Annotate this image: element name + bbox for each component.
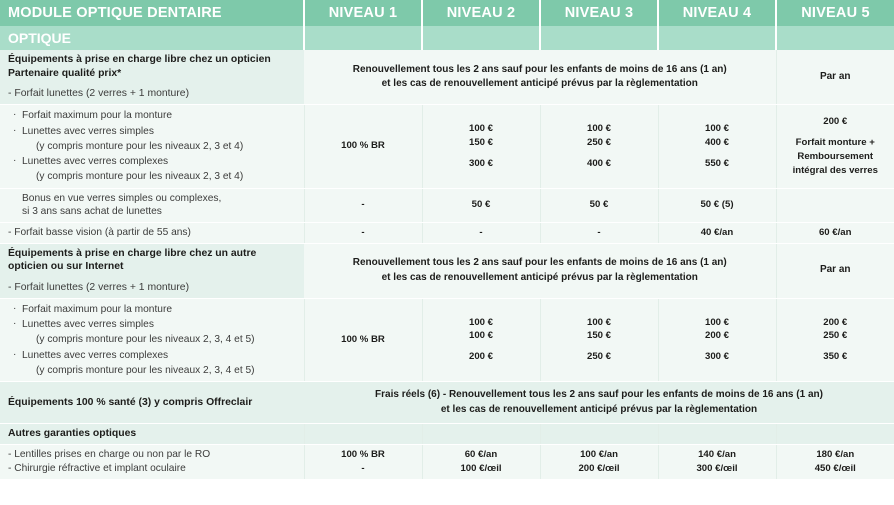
s2-n3-complexes: 250 € (586, 351, 611, 363)
s1-n4-simples: 400 € (704, 136, 729, 148)
section1-bonus-niveau5 (776, 188, 894, 222)
s1-n4-monture: 100 € (704, 123, 729, 135)
section1-basse-vision-row (0, 222, 894, 243)
section1-niveau4-values (658, 105, 776, 188)
section2-title-line2: opticien ou sur Internet (8, 261, 124, 273)
section3-title: Autres garanties optiques (0, 424, 304, 445)
section3-lentilles-label (0, 444, 304, 478)
section1-item-list (8, 108, 298, 184)
section1-niveau5-values (776, 105, 894, 188)
s1-n5-note-line3: intégral des verres (792, 164, 878, 176)
column-header-niveau-2: NIVEAU 2 (422, 0, 540, 26)
section1-item-complexes-note: (y compris monture pour les niveaux 2, 3 et 4) (36, 171, 244, 183)
section2-per-year: Par an (776, 243, 894, 298)
table-header-row (0, 0, 894, 26)
section3-title-cell-3 (540, 424, 658, 445)
section2-item-complexes-note: (y compris monture pour les niveaux 2, 3, 4 et 5) (36, 364, 255, 376)
s2-n3-monture: 100 € (586, 316, 611, 328)
section1-item-complexes: · Lunettes avec verres complexes (y compris monture pour les niveaux 2, 3 et 4) (8, 154, 298, 185)
section3-niveau2-values (422, 444, 540, 478)
section1-basse-vision-label: - Forfait basse vision (à partir de 55 ans) (0, 222, 304, 243)
s1-n3-simples: 250 € (586, 136, 611, 148)
category-band-optique (0, 26, 894, 50)
section1-bonus-niveau2: 50 € (422, 188, 540, 222)
column-header-niveau-3: NIVEAU 3 (540, 0, 658, 26)
category-band-cell-3 (540, 26, 658, 50)
s2-n4-simples: 200 € (704, 330, 729, 342)
section1-title-line2: Partenaire qualité prix* (8, 67, 122, 79)
section1-item-monture: · Forfait maximum pour la monture (13, 109, 173, 122)
s3-n4-lentilles: 140 €/an (698, 448, 736, 460)
s3-n3-chirurgie: 200 €/œil (578, 462, 620, 474)
section1-renewal-banner (304, 50, 776, 105)
section2-items-row (0, 298, 894, 381)
column-header-niveau-1: NIVEAU 1 (304, 0, 422, 26)
category-band-label: OPTIQUE (0, 26, 304, 50)
section3-niveau3-values (540, 444, 658, 478)
category-band-cell-1 (304, 26, 422, 50)
s2-n5-complexes: 350 € (823, 351, 848, 363)
section1-item-simples: · Lunettes avec verres simples (y compris monture pour les niveaux 2, 3 et 4) (8, 124, 298, 155)
section1-basse-vision-niveau3: - (540, 222, 658, 243)
category-band-cell-5 (776, 26, 894, 50)
s2-n4-complexes: 300 € (704, 351, 729, 363)
sante100-row (0, 382, 894, 424)
section3-title-cell-2 (422, 424, 540, 445)
s1-n3-monture: 100 € (586, 123, 611, 135)
section1-title-row (0, 50, 894, 105)
section1-forfait-lunettes-label: - Forfait lunettes (2 verres + 1 monture) (8, 88, 190, 100)
section1-basse-vision-niveau5: 60 €/an (776, 222, 894, 243)
s2-n4-monture: 100 € (704, 316, 729, 328)
section1-bonus-label (0, 188, 304, 222)
s3-n1-chirurgie: - (361, 462, 365, 474)
section1-bonus-line1: Bonus en vue verres simples ou complexes, (22, 192, 222, 204)
s1-n3-complexes: 400 € (586, 157, 611, 169)
section1-items-row (0, 105, 894, 188)
s1-n5-monture: 200 € (823, 116, 848, 128)
section1-bonus-line2: si 3 ans sans achat de lunettes (22, 206, 162, 218)
sante100-value-line2: et les cas de renouvellement anticipé prévus par la règlementation (440, 403, 758, 415)
s1-n4-complexes: 550 € (704, 157, 729, 169)
section2-renewal-line2: et les cas de renouvellement anticipé prévus par la règlementation (381, 271, 698, 283)
s3-n3-lentilles: 100 €/an (580, 448, 618, 460)
section3-niveau1-values (304, 444, 422, 478)
s2-n2-simples: 100 € (468, 330, 493, 342)
module-title: MODULE OPTIQUE DENTAIRE (0, 0, 304, 26)
s1-n5-note-line1: Forfait monture + (795, 137, 875, 149)
s3-n5-lentilles: 180 €/an (816, 448, 855, 460)
table-row (0, 444, 894, 478)
section1-bonus-niveau4: 50 € (5) (658, 188, 776, 222)
section3-niveau5-values (776, 444, 894, 478)
section3-title-row (0, 424, 894, 445)
category-band-cell-4 (658, 26, 776, 50)
s2-n5-simples: 250 € (823, 330, 848, 342)
s1-n2-simples: 150 € (468, 136, 493, 148)
s1-n2-monture: 100 € (468, 123, 493, 135)
section1-title-line1: Équipements à prise en charge libre chez un opticien (8, 54, 271, 65)
section2-item-list (8, 302, 298, 378)
s2-n3-simples: 150 € (586, 330, 611, 342)
sante100-label: Équipements 100 % santé (3) y compris Offreclair (0, 382, 304, 424)
section2-item-simples: · Lunettes avec verres simples (y compris monture pour les niveaux 2, 3, 4 et 5) (8, 317, 298, 348)
section1-basse-vision-niveau2: - (422, 222, 540, 243)
section1-items-label (0, 105, 304, 188)
column-header-niveau-5: NIVEAU 5 (776, 0, 894, 26)
sante100-value-line1: Frais réels (6) - Renouvellement tous les 2 ans sauf pour les enfants de moins de 16 ans (1 an) (375, 389, 823, 401)
section2-forfait-lunettes-label: - Forfait lunettes (2 verres + 1 monture) (8, 281, 190, 293)
section2-renewal-line1: Renouvellement tous les 2 ans sauf pour les enfants de moins de 16 ans (1 an) (352, 257, 727, 269)
column-header-niveau-4: NIVEAU 4 (658, 0, 776, 26)
section1-per-year: Par an (776, 50, 894, 105)
section3-title-cell-4 (658, 424, 776, 445)
section1-niveau2-values (422, 105, 540, 188)
category-band-cell-2 (422, 26, 540, 50)
s2-n2-monture: 100 € (468, 316, 493, 328)
section2-title (0, 243, 304, 298)
section2-niveau1-value: 100 % BR (304, 298, 422, 381)
s3-n1-lentilles: 100 % BR (341, 448, 385, 460)
s3-n2-chirurgie: 100 €/œil (460, 462, 502, 474)
section1-basse-vision-niveau1: - (304, 222, 422, 243)
section2-renewal-banner (304, 243, 776, 298)
section1-bonus-niveau1: - (304, 188, 422, 222)
s3-n4-chirurgie: 300 €/œil (696, 462, 738, 474)
section1-renewal-line1: Renouvellement tous les 2 ans sauf pour les enfants de moins de 16 ans (1 an) (352, 63, 727, 75)
section2-item-simples-note: (y compris monture pour les niveaux 2, 3, 4 et 5) (36, 334, 255, 346)
section1-niveau1-value: 100 % BR (304, 105, 422, 188)
s2-n5-monture: 200 € (823, 316, 848, 328)
section2-niveau5-values (776, 298, 894, 381)
section1-bonus-row (0, 188, 894, 222)
s1-n2-complexes: 300 € (468, 157, 493, 169)
s3-n5-chirurgie: 450 €/œil (814, 462, 856, 474)
section1-niveau3-values (540, 105, 658, 188)
section1-bonus-niveau3: 50 € (540, 188, 658, 222)
section3-title-cell-5 (776, 424, 894, 445)
section2-item-monture: · Forfait maximum pour la monture (13, 302, 173, 315)
section3-niveau4-values (658, 444, 776, 478)
section1-basse-vision-niveau4: 40 €/an (658, 222, 776, 243)
s2-n2-complexes: 200 € (468, 351, 493, 363)
section3-row1-label: - Chirurgie réfractive et implant oculaire (8, 462, 186, 474)
section1-renewal-line2: et les cas de renouvellement anticipé prévus par la règlementation (381, 78, 698, 90)
section2-niveau4-values (658, 298, 776, 381)
section2-title-line1: Équipements à prise en charge libre chez un autre (8, 247, 257, 259)
s3-n2-lentilles: 60 €/an (464, 448, 498, 460)
section2-title-row (0, 243, 894, 298)
sante100-value (304, 382, 894, 424)
s1-n5-note-line2: Remboursement (797, 150, 874, 162)
section2-niveau2-values (422, 298, 540, 381)
section3-row0-label: - Lentilles prises en charge ou non par le RO (8, 449, 211, 461)
section2-niveau3-values (540, 298, 658, 381)
section1-title (0, 50, 304, 105)
section1-item-simples-note: (y compris monture pour les niveaux 2, 3 et 4) (36, 140, 244, 152)
section2-item-complexes: · Lunettes avec verres complexes (y compris monture pour les niveaux 2, 3, 4 et 5) (8, 348, 298, 379)
section2-items-label (0, 298, 304, 381)
section3-title-cell-1 (304, 424, 422, 445)
